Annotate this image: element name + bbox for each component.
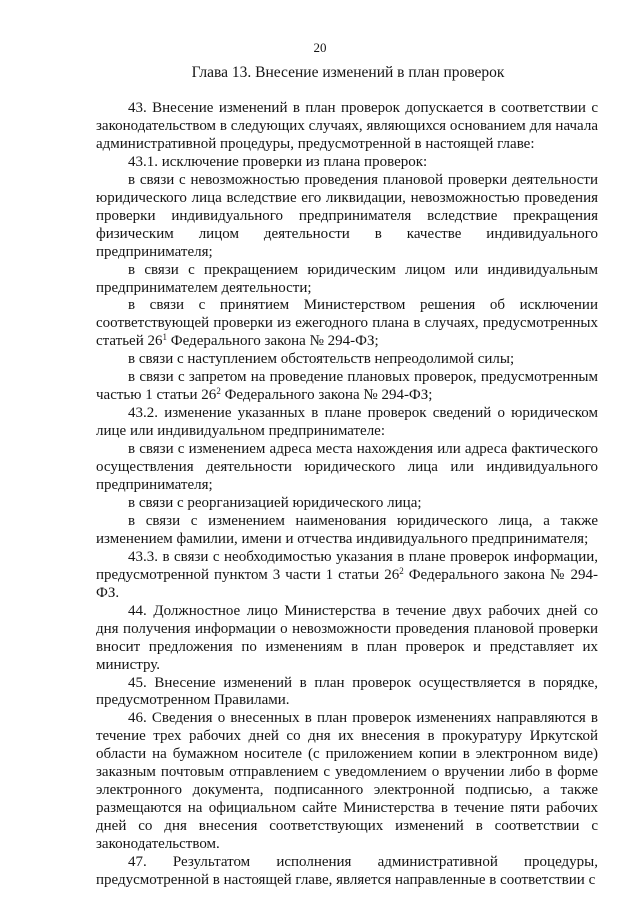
text-segment: Федерального закона № 294-ФЗ; [220, 387, 433, 404]
text-segment: в связи с принятием Министерством решения об исключении соответствующей проверки из ежегодного плана в случаях, предусмотренных статьей 26 [96, 297, 598, 350]
document-body [96, 100, 598, 890]
text-segment: Федерального закона № 294-ФЗ. [96, 566, 598, 601]
paragraph-43-1-liquidation: в связи с невозможностью проведения плановой проверки деятельности юридического лица вследствие его ликвидации, невозможностью проведения проверки индивидуального предпринимателя вследствие прекращения физическим лицом деятельности в качестве индивидуального предпринимателя; [96, 171, 598, 260]
superscript: 2 [399, 565, 404, 576]
page-number: 20 [313, 40, 327, 55]
paragraph-43-1: 43.1. исключение проверки из плана проверок: [128, 153, 428, 170]
superscript: 1 [162, 332, 167, 343]
paragraph-45: 45. Внесение изменений в план проверок осуществляется в порядке, предусмотренном Правилами. [96, 674, 598, 709]
text-segment: в связи с запретом на проведение плановых проверок, предусмотренным частью 1 статьи 26 [96, 369, 598, 404]
paragraph-43: 43. Внесение изменений в план проверок допускается в соответствии с законодательством в следующих случаях, являющихся основанием для начала административной процедуры, предусмотренной в настоящей главе: [96, 100, 598, 152]
paragraph-43-1-ministry-decision [96, 297, 598, 351]
paragraph-43-1-prohibition [96, 369, 598, 405]
text-segment: 43.3. в связи с необходимостью указания в плане проверок информации, предусмотренной пунктом 3 части 1 статьи 26 [96, 548, 598, 583]
superscript: 2 [216, 386, 221, 397]
paragraph-43-2-name-change: в связи с изменением наименования юридического лица, а также изменением фамилии, имени и отчества индивидуального предпринимателя; [96, 512, 598, 547]
chapter-title: Глава 13. Внесение изменений в план проверок [191, 64, 505, 81]
text-segment: Федерального закона № 294-ФЗ; [167, 333, 379, 350]
paragraph-43-2: 43.2. изменение указанных в плане проверок сведений о юридическом лице или индивидуальном предпринимателе: [96, 405, 598, 440]
paragraph-43-2-address: в связи с изменением адреса места нахождения или адреса фактического осуществления деятельности юридического лица или индивидуального предпринимателя; [96, 441, 598, 494]
paragraph-43-1-force-majeure: в связи с наступлением обстоятельств непреодолимой силы; [128, 351, 515, 368]
paragraph-43-1-termination: в связи с прекращением юридическим лицом или индивидуальным предпринимателем деятельности; [96, 261, 598, 296]
paragraph-47: 47. Результатом исполнения административной процедуры, предусмотренной в настоящей главе, является направленные в соответствии с [96, 854, 598, 888]
paragraph-43-2-reorganization: в связи с реорганизацией юридического лица; [128, 494, 422, 511]
paragraph-46: 46. Сведения о внесенных в план проверок изменениях направляются в течение трех рабочих дней со дня их внесения в прокуратуру Иркутской области на бумажном носителе (с приложением копии в электронном виде) заказным почтовым отправлением с уведомлением о вручении либо в форме электронного документа, подписанного электронной подписью, а также размещаются на официальном сайте Министерства в течение пяти рабочих дней со дня внесения соответствующих изменений в соответствии с законодательством. [96, 710, 598, 853]
paragraph-43-3 [96, 549, 598, 603]
paragraph-44: 44. Должностное лицо Министерства в течение двух рабочих дней со дня получения информации о невозможности проведения плановой проверки вносит предложения по изменениям в план проверок и представляет их министру. [96, 602, 598, 673]
